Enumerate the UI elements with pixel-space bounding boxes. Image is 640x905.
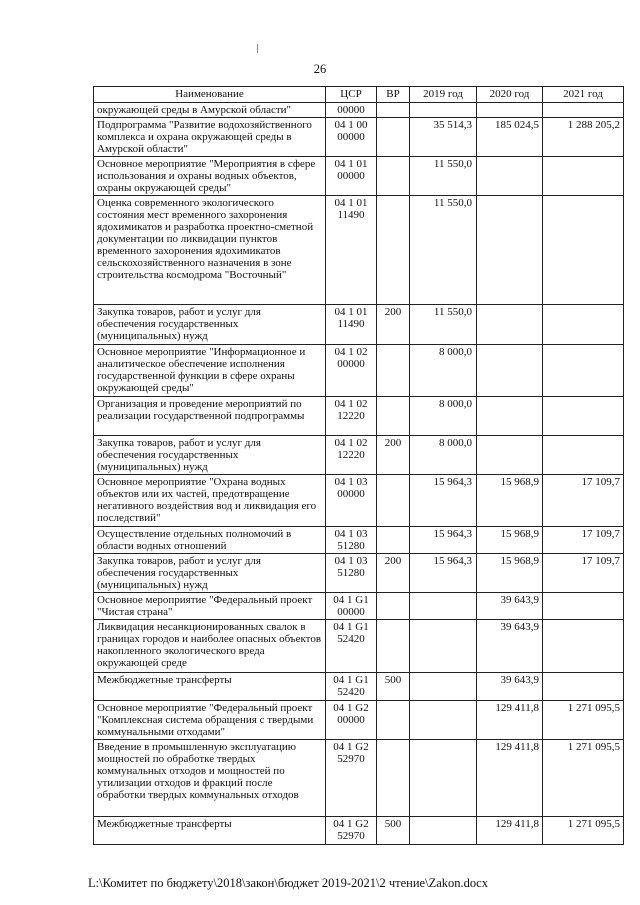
row-2020 [477,345,543,397]
row-name: Введение в промышленную эксплуатацию мощностей по обработке твердых коммунальных отходов и мощностей по утилизации отходов и фракций после обработки твердых коммунальных отходов [94,740,326,817]
row-2020: 129 411,8 [477,701,543,740]
row-csr: 04 1 G2 00000 [326,701,377,740]
table-row [94,305,624,345]
row-2019 [410,817,477,845]
row-2019: 11 550,0 [410,305,477,345]
row-name: Основное мероприятие "Информационное и аналитическое обеспечение исполнения государственной функции в сфере охраны окружающей среды" [94,345,326,397]
row-vr [377,103,410,118]
row-2019: 11 550,0 [410,157,477,196]
row-2019: 15 964,3 [410,554,477,593]
row-2019: 15 964,3 [410,475,477,527]
row-csr: 04 1 03 51280 [326,527,377,554]
row-2021 [543,345,624,397]
row-2019: 8 000,0 [410,345,477,397]
row-name: Осуществление отдельных полномочий в области водных отношений [94,527,326,554]
row-2021 [543,436,624,475]
row-vr: 500 [377,673,410,701]
row-2020: 39 643,9 [477,620,543,673]
row-vr: 200 [377,305,410,345]
row-name: Межбюджетные трансферты [94,673,326,701]
scan-mark [257,44,258,53]
row-vr [377,527,410,554]
table-row [94,620,624,673]
table-row [94,740,624,817]
row-2019: 8 000,0 [410,436,477,475]
row-vr [377,701,410,740]
row-2021: 1 271 095,5 [543,740,624,817]
row-2019: 15 964,3 [410,527,477,554]
header-csr: ЦСР [326,87,377,103]
row-csr: 04 1 G2 52970 [326,740,377,817]
row-csr: 04 1 G1 52420 [326,673,377,701]
row-2021: 1 288 205,2 [543,118,624,157]
row-name: Закупка товаров, работ и услуг для обеспечения государственных (муниципальных) нужд [94,305,326,345]
row-vr [377,196,410,305]
row-2021 [543,157,624,196]
table-row [94,196,624,305]
row-vr [377,593,410,620]
row-2019 [410,673,477,701]
footer-file-path: L:\Комитет по бюджету\2018\закон\бюджет 2019-2021\2 чтение\Zakon.docx [88,876,488,890]
row-2021 [543,305,624,345]
row-2020 [477,305,543,345]
table-row [94,118,624,157]
row-name: Межбюджетные трансферты [94,817,326,845]
row-2019: 35 514,3 [410,118,477,157]
row-2020: 15 968,9 [477,475,543,527]
row-csr: 04 1 G2 52970 [326,817,377,845]
row-2019 [410,740,477,817]
row-2019 [410,701,477,740]
row-csr: 04 1 02 12220 [326,397,377,436]
row-csr: 04 1 G1 00000 [326,593,377,620]
row-csr: 04 1 G1 52420 [326,620,377,673]
row-2019: 11 550,0 [410,196,477,305]
row-2020 [477,397,543,436]
row-2019: 8 000,0 [410,397,477,436]
row-vr [377,157,410,196]
row-csr: 04 1 01 00000 [326,157,377,196]
row-2021: 1 271 095,5 [543,817,624,845]
row-2021 [543,593,624,620]
row-csr: 04 1 00 00000 [326,118,377,157]
header-2020: 2020 год [477,87,543,103]
table-header-row [94,87,624,103]
row-csr: 00000 [326,103,377,118]
row-2020: 15 968,9 [477,527,543,554]
table-row [94,593,624,620]
row-name: Оценка современного экологического состояния мест временного захоронения ядохимикатов и разработка проектно-сметной документации по ликвидации пунктов временного захоронения ядохимикатов сельскохозяйственного назначения в зоне строительства космодрома "Восточный" [94,196,326,305]
row-2020 [477,196,543,305]
row-vr: 200 [377,436,410,475]
row-2019 [410,103,477,118]
row-csr: 04 1 02 00000 [326,345,377,397]
row-2020: 129 411,8 [477,740,543,817]
table-row [94,554,624,593]
row-name: Основное мероприятие "Мероприятия в сфере использования и охраны водных объектов, охраны окружающей среды" [94,157,326,196]
row-name: Ликвидация несанкционированных свалок в границах городов и наиболее опасных объектов накопленного экологического вреда окружающей среде [94,620,326,673]
row-2020: 129 411,8 [477,817,543,845]
header-name: Наименование [94,87,326,103]
row-name: Закупка товаров, работ и услуг для обеспечения государственных (муниципальных) нужд [94,436,326,475]
row-2019 [410,593,477,620]
row-name: Основное мероприятие "Федеральный проект "Комплексная система обращения с твердыми коммунальными отходами" [94,701,326,740]
row-2020 [477,103,543,118]
header-vr: ВР [377,87,410,103]
table-row [94,345,624,397]
header-2021: 2021 год [543,87,624,103]
row-csr: 04 1 03 51280 [326,554,377,593]
row-csr: 04 1 01 11490 [326,196,377,305]
row-name: Основное мероприятие "Охрана водных объектов или их частей, предотвращение негативного воздействия вод и ликвидация его последствий" [94,475,326,527]
row-2021: 17 109,7 [543,475,624,527]
table-row [94,157,624,196]
table-row [94,673,624,701]
row-2020 [477,436,543,475]
row-name: Организация и проведение мероприятий по реализации государственной подпрограммы [94,397,326,436]
row-csr: 04 1 02 12220 [326,436,377,475]
table-row [94,475,624,527]
row-vr [377,620,410,673]
row-name: Подпрограмма "Развитие водохозяйственного комплекса и охрана окружающей среды в Амурской области" [94,118,326,157]
row-2020: 15 968,9 [477,554,543,593]
row-2020: 39 643,9 [477,593,543,620]
row-2021: 17 109,7 [543,527,624,554]
table-row [94,103,624,118]
table-row [94,701,624,740]
row-2021 [543,103,624,118]
row-2019 [410,620,477,673]
row-vr [377,740,410,817]
table-row [94,817,624,845]
header-2019: 2019 год [410,87,477,103]
row-2020: 185 024,5 [477,118,543,157]
row-name: Основное мероприятие "Федеральный проект "Чистая страна" [94,593,326,620]
row-vr [377,118,410,157]
row-vr [377,345,410,397]
row-2021: 17 109,7 [543,554,624,593]
row-csr: 04 1 01 11490 [326,305,377,345]
row-2021 [543,620,624,673]
row-2020: 39 643,9 [477,673,543,701]
row-vr: 500 [377,817,410,845]
row-2021: 1 271 095,5 [543,701,624,740]
row-vr: 200 [377,554,410,593]
row-vr [377,475,410,527]
row-csr: 04 1 03 00000 [326,475,377,527]
budget-table [93,86,624,845]
row-2021 [543,673,624,701]
row-2021 [543,397,624,436]
row-2021 [543,196,624,305]
row-name: Закупка товаров, работ и услуг для обеспечения государственных (муниципальных) нужд [94,554,326,593]
table-row [94,436,624,475]
table-row [94,527,624,554]
row-name: окружающей среды в Амурской области" [94,103,326,118]
row-vr [377,397,410,436]
row-2020 [477,157,543,196]
page-number: 26 [313,62,327,76]
table-row [94,397,624,436]
